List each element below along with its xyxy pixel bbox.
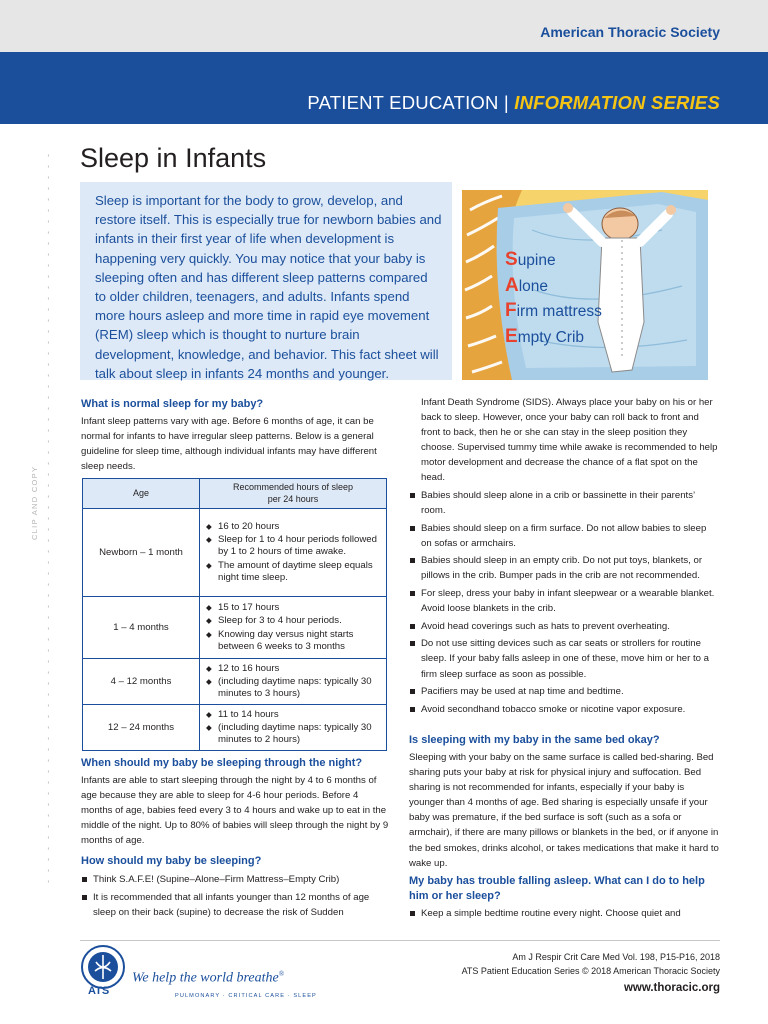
table-row — [83, 597, 387, 659]
safe-line-supine: Supine — [505, 249, 556, 270]
series-banner — [0, 52, 768, 124]
table-header-age: Age — [83, 479, 200, 509]
ats-logo-text: ATS — [88, 985, 110, 997]
list-item: It is recommended that all infants younger than 12 months of age sleep on their back (supine) to decrease the risk of Sudden — [81, 890, 389, 920]
section-body-bed-sharing: Sleeping with your baby on the same surface is called bed-sharing. Bed sharing puts your baby at risk for physical injury and suffocation. Bed sharing is not recommended for infants, especially if your baby is younger than 4 months of age. Bed sharing is especially unsafe if your baby was premature, if the bed surface is soft (such as a sofa or armchair), if there are many pillows or blankets in the bed, or if anyone in the bed smokes, drinks alcohol, or takes medications that make it hard to wake up. — [409, 752, 719, 869]
list-item: Do not use sitting devices such as car seats or strollers for routine sleep. If your baby falls asleep in one of these, move him or her to a firm sleep surface as soon as possible. — [409, 636, 719, 681]
clip-dotted-line — [47, 150, 49, 890]
page-title: Sleep in Infants — [80, 143, 267, 173]
safe-letter-s: S — [505, 249, 518, 270]
section-heading-trouble-sleeping: My baby has trouble falling asleep. What can I do to help him or her sleep? — [409, 875, 705, 902]
safe-letter-e: E — [505, 325, 518, 347]
safe-acronym — [505, 248, 602, 350]
intro-text: Sleep is important for the body to grow, develop, and restore itself. This is especially true for newborn babies and infants in their first year of life when development is happening very quickly. You may notice that your baby is sleeping often and has different sleep patterns compared to older children, teenagers, and adults. Infants spend more hours asleep and more time in rapid eye movement (REM) sleep which is thought to nurture brain development, knowledge, and behavior. This fact sheet will talk about sleep in infants 24 months and younger. — [95, 193, 442, 381]
section-heading-how-sleep: How should my baby be sleeping? — [81, 855, 262, 867]
journal-citation: Am J Respir Crit Care Med Vol. 198, P15-P16, 2018 — [512, 952, 720, 962]
section-body-through-night: Infants are able to start sleeping through the night by 4 to 6 months of age because they are able to sleep for 4-6 hour periods. Before 4 months of age, babies feed every 3 to 4 hours and wake up to eat in the middle of the night. Up to 80% of babies will sleep through the night by 9 months of age. — [81, 775, 389, 847]
table-list-item: ◆ 11 to 14 hours — [206, 709, 382, 721]
table-list-item: ◆ 16 to 20 hours — [206, 521, 382, 533]
section-heading-bed-sharing: Is sleeping with my baby in the same bed okay? — [409, 734, 660, 746]
series-title-part2: INFORMATION SERIES — [514, 92, 720, 113]
footer-divider — [80, 940, 720, 941]
list-item: Babies should sleep alone in a crib or bassinette in their parents’ room. — [409, 488, 719, 518]
table-cell-age: Newborn – 1 month — [83, 509, 200, 597]
table-row — [83, 705, 387, 751]
list-item: Keep a simple bedtime routine every night. Choose quiet and — [409, 906, 719, 921]
trouble-sleeping-list — [409, 906, 719, 921]
table-cell-age: 4 – 12 months — [83, 659, 200, 705]
top-bar — [0, 0, 768, 52]
safe-letter-f: F — [505, 300, 517, 321]
list-item: For sleep, dress your baby in infant sleepwear or a wearable blanket. Avoid loose blankets in the crib. — [409, 586, 719, 616]
series-separator: | — [498, 92, 515, 113]
series-title-part1: PATIENT EDUCATION — [307, 92, 499, 113]
tagline: We help the world breathe® — [132, 970, 285, 986]
table-header-row — [83, 479, 387, 509]
table-cell-hours — [200, 705, 387, 751]
safe-letter-a: A — [505, 274, 519, 296]
table-list-item: ◆ (including daytime naps: typically 30 minutes to 3 hours) — [206, 676, 382, 701]
list-item: Think S.A.F.E! (Supine–Alone–Firm Mattress–Empty Crib) — [81, 872, 389, 887]
table-list-item: ◆ Knowing day versus night starts between 6 weeks to 3 months — [206, 629, 382, 654]
table-list-item: ◆ The amount of daytime sleep equals night time sleep. — [206, 560, 382, 585]
table-cell-age: 12 – 24 months — [83, 705, 200, 751]
table-list-item: ◆ 12 to 16 hours — [206, 663, 382, 675]
website-link[interactable]: www.thoracic.org — [623, 982, 720, 994]
table-cell-hours — [200, 509, 387, 597]
sleep-guideline-table — [82, 478, 387, 751]
table-list-item: ◆ 15 to 17 hours — [206, 602, 382, 614]
ats-logo — [80, 944, 126, 990]
section-heading-normal-sleep: What is normal sleep for my baby? — [81, 398, 264, 410]
list-item: Babies should sleep in an empty crib. Do not put toys, blankets, or pillows in the crib. Bumper pads in the crib are not recommended. — [409, 553, 719, 583]
table-row — [83, 659, 387, 705]
series-title — [307, 92, 720, 114]
copyright-line: ATS Patient Education Series © 2018 American Thoracic Society — [461, 966, 720, 976]
organization-name: American Thoracic Society — [540, 24, 720, 40]
list-item: Avoid head coverings such as hats to prevent overheating. — [409, 619, 719, 634]
list-item: Avoid secondhand tobacco smoke or nicotine vapor exposure. — [409, 702, 719, 717]
list-item: Babies should sleep on a firm surface. Do not allow babies to sleep on sofas or armchairs. — [409, 521, 719, 551]
section-body-normal-sleep: Infant sleep patterns vary with age. Before 6 months of age, it can be normal for infants to have irregular sleep patterns. Below is a general guideline for sleep time, although individual infants may have different sleep needs. — [81, 416, 377, 473]
table-list-item: ◆ (including daytime naps: typically 30 minutes to 2 hours) — [206, 722, 382, 747]
ats-seal-icon — [80, 944, 126, 990]
clip-and-copy-label: CLIP AND COPY — [30, 465, 39, 540]
safe-line-alone: Alone — [505, 274, 549, 296]
section-heading-through-night: When should my baby be sleeping through the night? — [81, 757, 363, 769]
list-item: Pacifiers may be used at nap time and bedtime. — [409, 684, 719, 699]
safe-sleep-illustration — [462, 190, 708, 380]
table-cell-hours — [200, 659, 387, 705]
table-cell-age: 1 – 4 months — [83, 597, 200, 659]
table-row — [83, 509, 387, 597]
table-header-hours: Recommended hours of sleep per 24 hours — [200, 479, 387, 509]
safe-sleep-list — [409, 488, 719, 717]
intro-box — [80, 182, 452, 380]
table-list-item: ◆ Sleep for 3 to 4 hour periods. — [206, 615, 382, 627]
safe-line-empty: Empty Crib — [505, 325, 585, 347]
safe-line-firm: Firm mattress — [505, 300, 602, 321]
sids-continued-text: Infant Death Syndrome (SIDS). Always place your baby on his or her back to sleep. However, once your baby can roll back to front and front to back, then he or she can stay in the sleep position they choose. Supervised tummy time while awake is recommended to help motor development and decrease the chance of a flat spot on the head. — [421, 397, 718, 484]
how-sleep-list — [81, 872, 389, 920]
table-list-item: ◆ Sleep for 1 to 4 hour periods followed by 1 to 2 hours of time awake. — [206, 534, 382, 559]
subtagline: PULMONARY · CRITICAL CARE · SLEEP — [175, 993, 317, 999]
table-cell-hours — [200, 597, 387, 659]
